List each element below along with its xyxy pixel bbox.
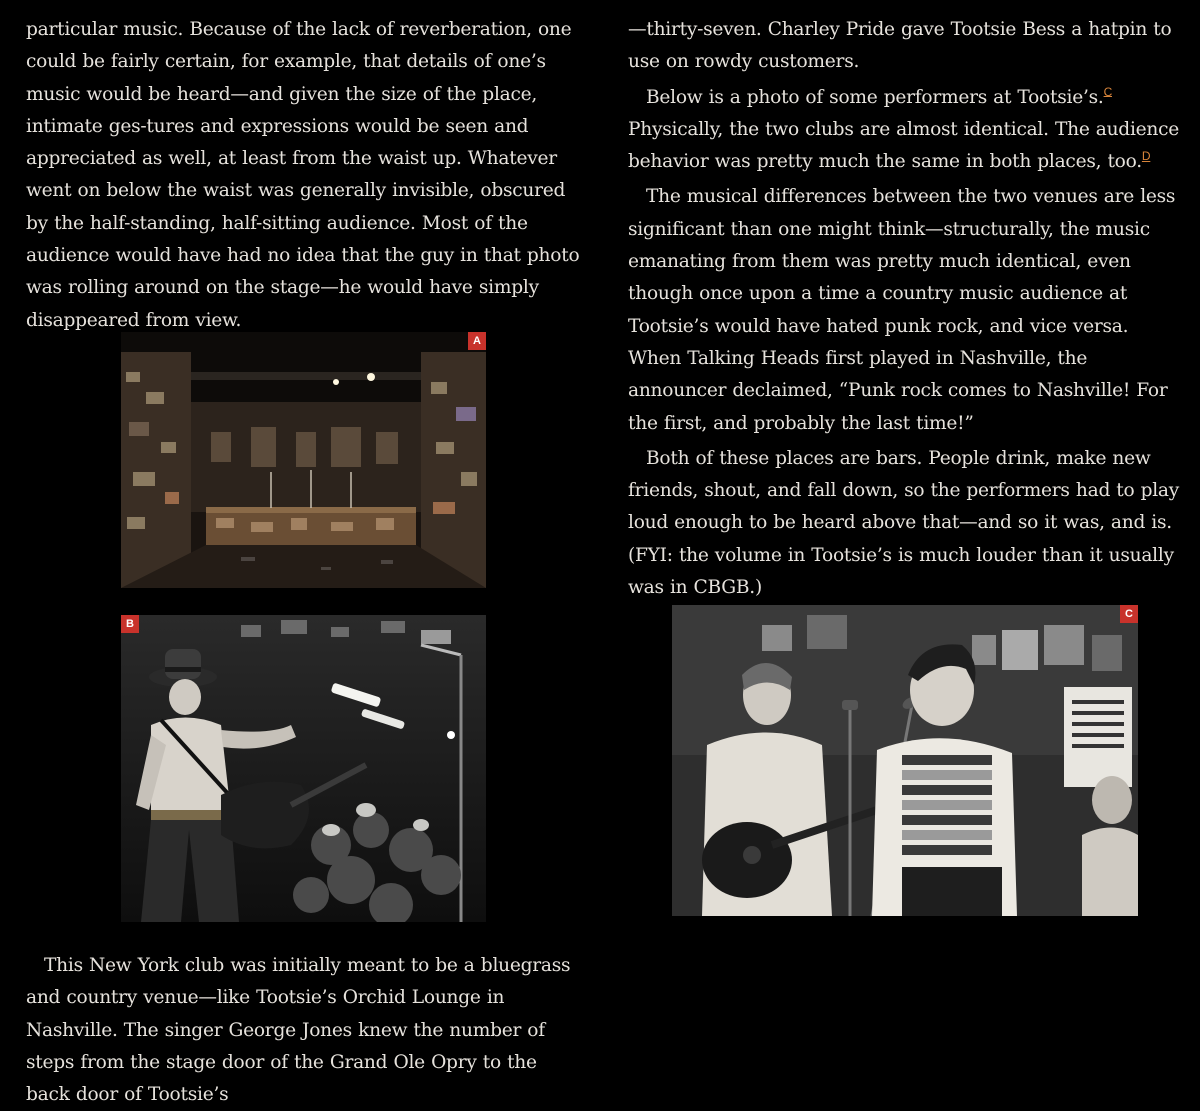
- club-stage-image: [121, 332, 486, 588]
- photo-c-tag: C: [1120, 605, 1138, 623]
- photo-b-punk-guitarist: [121, 615, 486, 922]
- photo-a-tag: A: [468, 332, 486, 350]
- photo-b-tag: B: [121, 615, 139, 633]
- country-performers-image: [672, 605, 1138, 916]
- punk-guitarist-image: [121, 615, 486, 922]
- left-column-continued: [26, 950, 586, 1111]
- left-paragraph-2: This New York club was initially meant to be a bluegrass and country venue—like Tootsie’s Orchid Lounge in Nashville. The singer George Jones knew the number of steps from the stage door of the Grand Ole Opry to the back door of Tootsie’s: [26, 955, 571, 1106]
- photo-a-club-stage: [121, 332, 486, 588]
- right-paragraph-2-text-b: Physically, the two clubs are almost identical. The audience behavior was pretty much the same in both places, too.: [628, 118, 1180, 173]
- right-paragraph-1: —thirty-seven. Charley Pride gave Tootsie Bess a hatpin to use on rowdy customers.: [628, 19, 1172, 73]
- right-paragraph-2-text-a: Below is a photo of some performers at Tootsie’s.: [646, 86, 1104, 108]
- right-paragraph-4: Both of these places are bars. People drink, make new friends, shout, and fall down, so the performers had to play loud enough to be heard above that—and so it was, and is. (FYI: the volume in Tootsie’s is much louder than it usually was in CBGB.): [628, 447, 1180, 599]
- photo-c-country-performers: [672, 605, 1138, 916]
- right-paragraph-2: [628, 82, 1184, 179]
- right-column: [628, 14, 1184, 604]
- footnote-ref-d[interactable]: D: [1141, 149, 1151, 163]
- left-column: [26, 14, 586, 337]
- footnote-ref-c[interactable]: C: [1103, 84, 1112, 99]
- left-paragraph-1: particular music. Because of the lack of reverberation, one could be fairly certain, for example, that details of one’s music would be heard—and given the size of the place, intimate ges-tures and expressions would be seen and appreciated as well, at least from the waist up. Whatever went on below the waist was generally invisible, obscured by the half-standing, half-sitting audience. Most of the audience would have had no idea that the guy in that photo was rolling around on the stage—he would have simply disappeared from view.: [26, 19, 580, 331]
- right-paragraph-3: The musical differences between the two venues are less significant than one might think—structurally, the music emanating from them was pretty much identical, even though once upon a time a country music audience at Tootsie’s would have hated punk rock, and vice versa. When Talking Heads first played in Nashville, the announcer declaimed, “Punk rock comes to Nashville! For the first, and probably the last time!”: [628, 186, 1176, 434]
